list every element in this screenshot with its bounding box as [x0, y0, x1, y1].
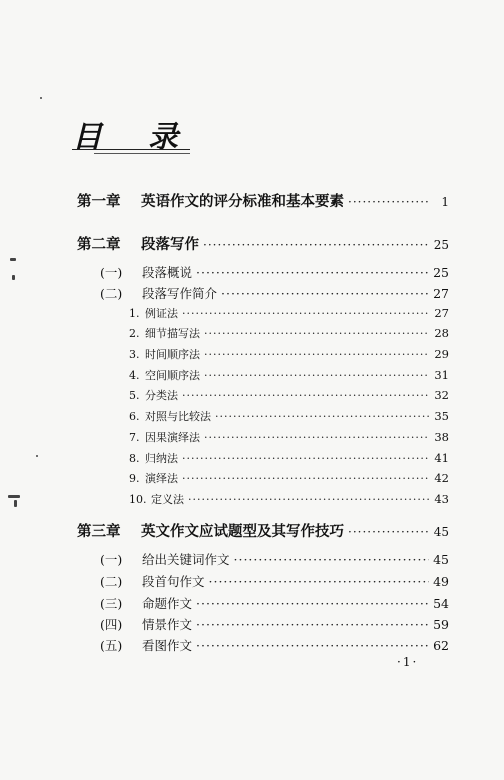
toc-entry-subsection[interactable] [129, 387, 449, 403]
section-number: (一) [100, 265, 123, 280]
entry-title: 对照与比较法 [145, 410, 211, 423]
section-number: (一) [100, 552, 123, 567]
chapter-number: 第二章 [77, 236, 121, 253]
scan-speck [8, 495, 20, 498]
item-number: 10. [129, 493, 147, 506]
dot-leader [221, 286, 429, 301]
entry-title: 给出关键词作文 [142, 552, 230, 567]
entry-title: 空间顺序法 [145, 369, 200, 382]
dot-leader [215, 410, 429, 423]
entry-page: 38 [434, 430, 449, 444]
entry-page: 27 [434, 306, 449, 320]
dot-leader [196, 638, 429, 653]
dot-leader [182, 452, 429, 465]
entry-page: 59 [433, 617, 449, 632]
dot-leader [204, 327, 429, 340]
section-number: (三) [100, 596, 123, 611]
toc-entry-section[interactable] [100, 594, 449, 612]
dot-leader [196, 596, 429, 611]
item-number: 3. [129, 348, 140, 361]
toc-entry-subsection[interactable] [129, 408, 449, 424]
toc-entry-section[interactable] [100, 284, 449, 302]
toc-entry-chapter-3[interactable] [77, 520, 449, 541]
dot-leader [182, 389, 429, 402]
toc-entry-section[interactable] [100, 263, 449, 281]
scan-speck [40, 97, 42, 99]
item-number: 8. [129, 452, 140, 465]
entry-page: 27 [433, 286, 449, 301]
dot-leader [188, 493, 429, 506]
item-number: 6. [129, 410, 140, 423]
toc-entry-section[interactable] [100, 572, 449, 590]
dot-leader [348, 525, 429, 539]
dot-leader [196, 265, 429, 280]
toc-entry-section[interactable] [100, 615, 449, 633]
entry-title: 演绎法 [145, 472, 178, 485]
entry-page: 41 [434, 451, 449, 465]
entry-title: 情景作文 [142, 617, 193, 632]
chapter-number: 第三章 [77, 523, 121, 540]
entry-page: 54 [433, 596, 449, 611]
toc-entry-subsection[interactable] [129, 429, 449, 445]
dot-leader [196, 617, 429, 632]
entry-title: 段首句作文 [142, 574, 205, 589]
entry-title: 归纳法 [145, 452, 178, 465]
toc-entry-section[interactable] [100, 550, 449, 568]
toc-entry-chapter-1[interactable] [77, 190, 449, 211]
entry-page: 32 [434, 388, 449, 402]
scan-speck [12, 275, 15, 280]
entry-page: 45 [433, 525, 449, 539]
dot-leader [209, 574, 429, 589]
toc-entry-subsection[interactable] [129, 305, 449, 321]
entry-title: 例证法 [145, 307, 178, 320]
toc-entry-subsection[interactable] [129, 470, 449, 486]
section-number: (二) [100, 286, 123, 301]
entry-page: 43 [434, 492, 449, 506]
entry-page: 49 [433, 574, 449, 589]
toc-entry-chapter-2[interactable] [77, 233, 449, 254]
dot-leader [203, 238, 429, 252]
entry-title: 因果演绎法 [145, 431, 200, 444]
entry-title: 英文作文应试题型及其写作技巧 [141, 523, 344, 540]
item-number: 4. [129, 369, 140, 382]
toc-entry-subsection[interactable] [129, 367, 449, 383]
dot-leader [234, 552, 429, 567]
entry-title: 时间顺序法 [145, 348, 200, 361]
section-number: (二) [100, 574, 123, 589]
page-number: ·1· [397, 655, 419, 669]
toc-entry-subsection[interactable] [129, 346, 449, 362]
entry-title: 英语作文的评分标准和基本要素 [141, 193, 344, 210]
entry-page: 62 [433, 638, 449, 653]
dot-leader [204, 369, 429, 382]
section-number: (五) [100, 638, 123, 653]
entry-page: 35 [434, 409, 449, 423]
section-number: (四) [100, 617, 123, 632]
entry-title: 细节描写法 [145, 327, 200, 340]
scan-speck [10, 258, 16, 261]
entry-title: 分类法 [145, 389, 178, 402]
entry-page: 25 [433, 265, 449, 280]
entry-title: 段落概说 [142, 265, 193, 280]
entry-title: 命题作文 [142, 596, 193, 611]
entry-page: 31 [434, 368, 449, 382]
toc-entry-subsection[interactable] [129, 450, 449, 466]
item-number: 2. [129, 327, 140, 340]
item-number: 9. [129, 472, 140, 485]
dot-leader [348, 195, 429, 209]
entry-page: 28 [434, 326, 449, 340]
toc-entry-subsection[interactable] [129, 325, 449, 341]
toc-title: 目录 [72, 120, 224, 155]
toc-entry-section[interactable] [100, 636, 449, 654]
dot-leader [204, 348, 429, 361]
entry-title: 看图作文 [142, 638, 193, 653]
entry-title: 段落写作 [141, 236, 199, 253]
dot-leader [204, 431, 429, 444]
dot-leader [182, 307, 429, 320]
entry-page: 29 [434, 347, 449, 361]
item-number: 7. [129, 431, 140, 444]
entry-title: 定义法 [151, 493, 184, 506]
scan-speck [14, 500, 17, 507]
item-number: 5. [129, 389, 140, 402]
toc-entry-subsection[interactable] [129, 491, 449, 507]
entry-page: 45 [433, 552, 449, 567]
entry-title: 段落写作简介 [142, 286, 218, 301]
chapter-number: 第一章 [77, 193, 121, 210]
dot-leader [182, 472, 429, 485]
entry-page: 25 [433, 238, 449, 252]
entry-page: 42 [434, 471, 449, 485]
scan-speck [36, 455, 38, 457]
item-number: 1. [129, 307, 140, 320]
entry-page: 1 [441, 195, 449, 209]
